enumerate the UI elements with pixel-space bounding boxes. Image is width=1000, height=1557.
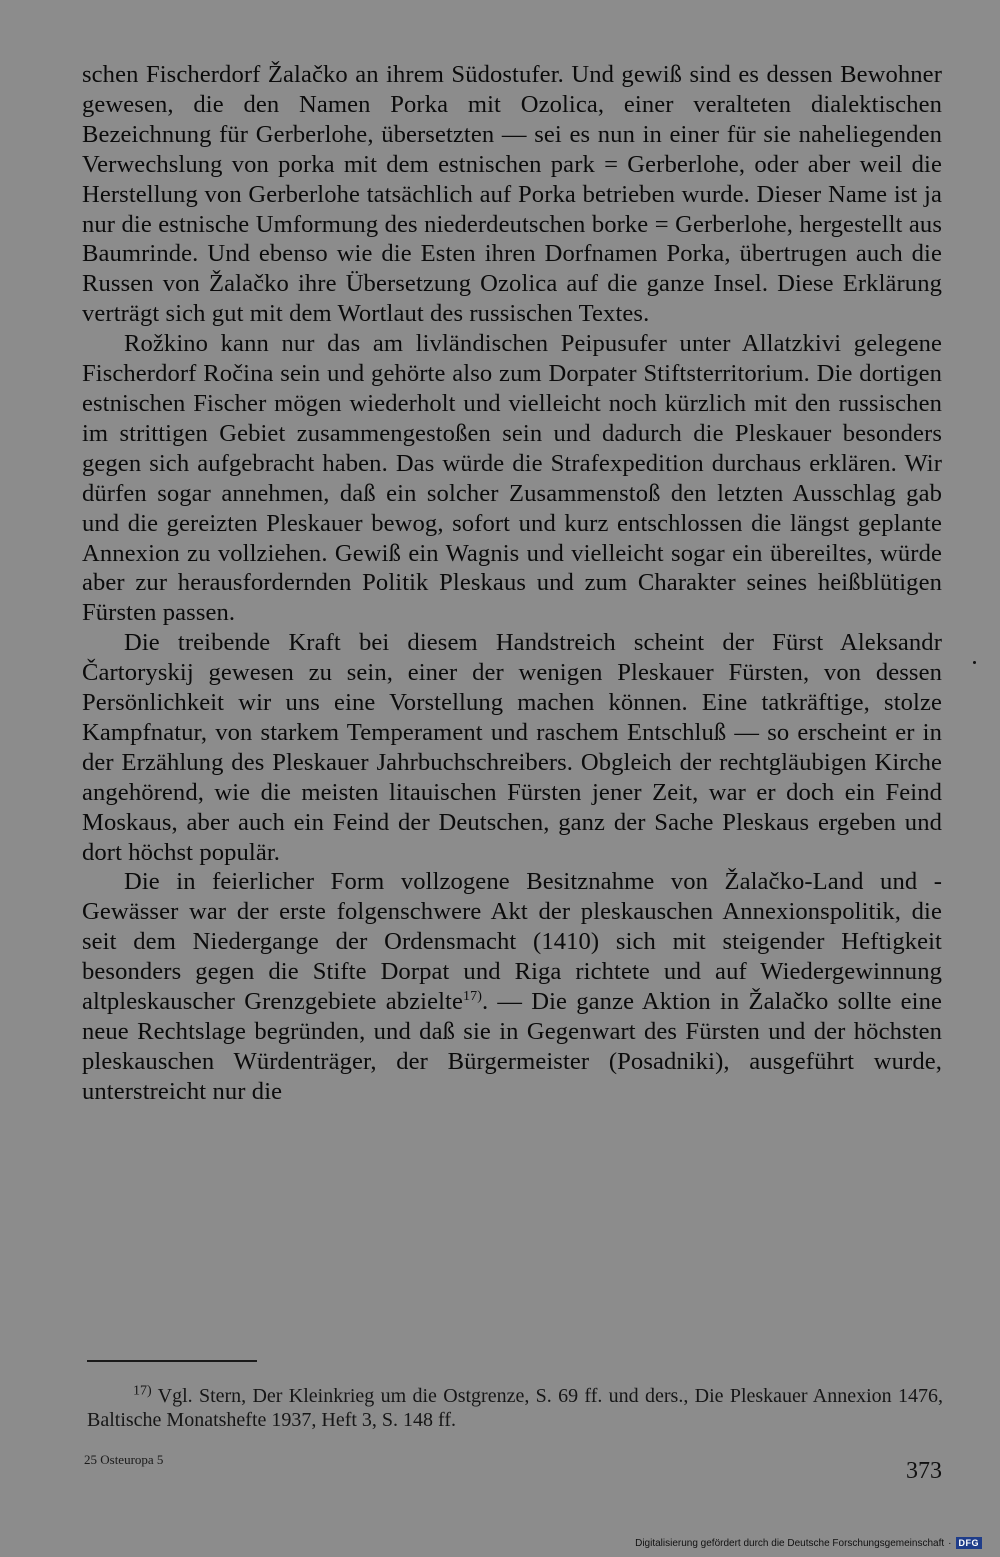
digitization-credit xyxy=(635,1537,982,1549)
footnote-17 xyxy=(87,1384,943,1432)
footnote-text: Vgl. Stern, Der Kleinkrieg um die Ostgrenze, S. 69 ff. und ders., Die Pleskauer Annexion 1476, Baltische Monatshefte 1937, Heft 3, S. 148 ff. xyxy=(87,1385,943,1431)
paragraph-2: Rožkino kann nur das am livländischen Peipusufer unter Allatzkivi gelegene Fischerdorf Ročina sein und gehörte also zum Dorpater Stiftsterritorium. Die dortigen estnischen Fischer mögen wiederholt und vielleicht noch kürzlich mit den russischen im strittigen Gebiet zusammengestoßen sein und dadurch die Pleskauer besonders gegen sich aufgebracht haben. Das würde die Strafexpedition durchaus erklären. Wir dürfen sogar annehmen, daß ein solcher Zusammenstoß den letzten Ausschlag gab und die gereizten Pleskauer bewog, sofort und kurz entschlossen die längst geplante Annexion zu vollziehen. Gewiß ein Wagnis und vielleicht sogar ein übereiltes, würde aber zur herausfordernden Politik Pleskaus und zum Charakter seines heißblütigen Fürsten passen. xyxy=(82,330,942,627)
footnotes xyxy=(87,1384,943,1432)
dfg-logo-icon[interactable]: DFG xyxy=(956,1537,983,1549)
paragraph-3: Die treibende Kraft bei diesem Handstreich scheint der Fürst Aleksandr Čartoryskij gewesen zu sein, einer der wenigen Pleskauer Fürsten, von dessen Persönlichkeit wir uns eine Vorstellung machen können. Eine tatkräftige, stolze Kampfnatur, von starkem Temperament und raschem Entschluß — so erscheint er in der Erzählung des Pleskauer Jahrbuchschreibers. Obgleich der rechtgläubigen Kirche angehörend, wie die meisten litauischen Fürsten jener Zeit, war er doch ein Feind Moskaus, aber auch ein Feind der Deutschen, ganz der Sache Pleskaus ergeben und dort höchst populär. xyxy=(82,629,942,866)
footnote-divider xyxy=(87,1360,257,1362)
credit-text: Digitalisierung gefördert durch die Deutsche Forschungsgemeinschaft xyxy=(635,1537,945,1549)
paragraph-4 xyxy=(82,867,942,1106)
paragraph-4-text-a: Die in feierlicher Form vollzogene Besitznahme von Žalačko-Land und -Gewässer war der erste folgenschwere Akt der pleskauschen Annexionspolitik, die seit dem Niedergange der Ordensmacht (1410) sich mit steigender Heftigkeit besonders gegen die Stifte Dorpat und Riga richtete und auf Wiedergewinnung altpleskauscher Grenzgebiete abzielte xyxy=(82,868,942,1016)
scan-speck xyxy=(973,661,976,664)
credit-separator: · xyxy=(948,1537,952,1549)
paragraph-4-text-b: . — Die ganze Aktion in Žalačko sollte eine neue Rechtslage begründen, und daß sie in Gegenwart des Fürsten und der höchsten pleskauschen Würdenträger, der Bürgermeister (Posadniki), ausgeführt wurde, unterstreicht nur die xyxy=(82,988,942,1105)
paragraph-1: schen Fischerdorf Žalačko an ihrem Südostufer. Und gewiß sind es dessen Bewohner gewesen, die den Namen Porka mit Ozolica, einer veralteten dialektischen Bezeichnung für Gerberlohe, übersetzten — sei es nun in einer für sie naheliegenden Verwechslung von porka mit dem estnischen park = Gerberlohe, oder aber weil die Herstellung von Gerberlohe tatsächlich auf Porka betrieben wurde. Dieser Name ist ja nur die estnische Umformung des niederdeutschen borke = Gerberlohe, hergestellt aus Baumrinde. Und ebenso wie die Esten ihren Dorfnamen Porka, übertrugen auch die Russen von Žalačko ihre Übersetzung Ozolica auf die ganze Insel. Diese Erklärung verträgt sich gut mit dem Wortlaut des russischen Textes. xyxy=(82,61,942,328)
printer-signature: 25 Osteuropa 5 xyxy=(84,1452,164,1467)
page-number: 373 xyxy=(906,1458,942,1484)
footnote-reference[interactable]: 17) xyxy=(463,988,482,1004)
page-body xyxy=(82,60,942,1107)
footnote-marker: 17) xyxy=(133,1383,152,1399)
